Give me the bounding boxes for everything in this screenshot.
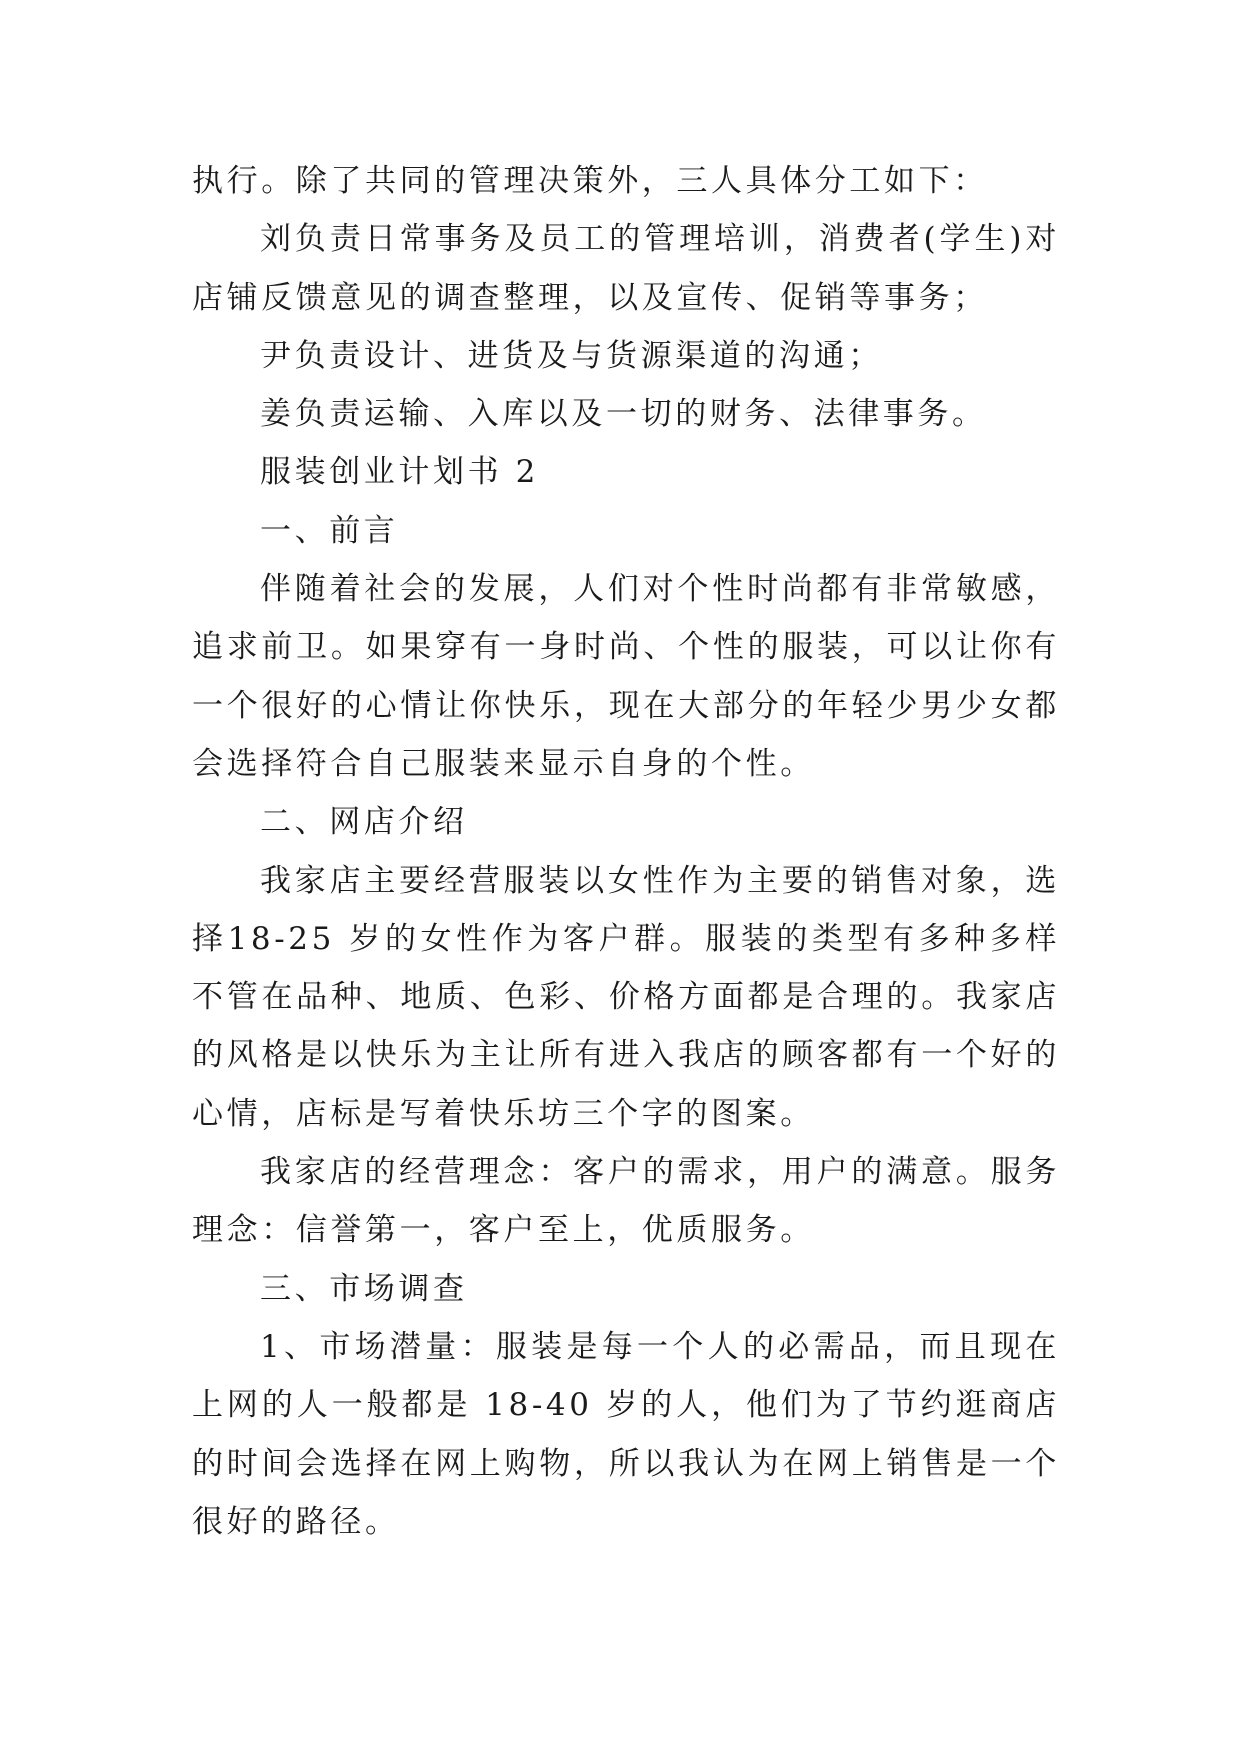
paragraph-continuation: 执行。除了共同的管理决策外，三人具体分工如下： xyxy=(192,163,988,199)
paragraph-preface: 伴随着社会的发展，人们对个性时尚都有非常敏感，追求前卫。如果穿有一身时尚、个性的服装，可以让你有一个很好的心情让你快乐，现在大部分的年轻少男少女都会选择符合自己服装来显示自身的个性。 xyxy=(192,571,1060,782)
document-page xyxy=(192,152,1060,1551)
paragraph-market-potential: 1、市场潜量：服装是每一个人的必需品，而且现在上网的人一般都是 18-40 岁的人，他们为了节约逛商店的时间会选择在网上购物，所以我认为在网上销售是一个很好的路径。 xyxy=(192,1328,1060,1540)
paragraph-yin-duties: 尹负责设计、进货及与货源渠道的沟通； xyxy=(260,337,883,374)
heading-preface: 一、前言 xyxy=(260,512,399,549)
paragraph-jiang-duties: 姜负责运输、入库以及一切的财务、法律事务。 xyxy=(260,396,987,433)
heading-shop-intro: 二、网店介绍 xyxy=(260,804,468,841)
paragraph-business-philosophy: 我家店的经营理念：客户的需求，用户的满意。服务理念：信誉第一，客户至上，优质服务。 xyxy=(192,1154,1060,1249)
paragraph-shop-intro: 我家店主要经营服装以女性作为主要的销售对象，选择18-25 岁的女性作为客户群。服装的类型有多种多样不管在品种、地质、色彩、价格方面都是合理的。我家店的风格是以快乐为主让所有进入我店的顾客都有一个好的心情，店标是写着快乐坊三个字的图案。 xyxy=(192,862,1060,1132)
paragraph-liu-duties: 刘负责日常事务及员工的管理培训，消费者(学生)对店铺反馈意见的调查整理，以及宣传、促销等事务； xyxy=(192,221,1060,316)
section-title: 服装创业计划书 2 xyxy=(260,454,539,491)
heading-market-research: 三、市场调查 xyxy=(260,1270,468,1307)
